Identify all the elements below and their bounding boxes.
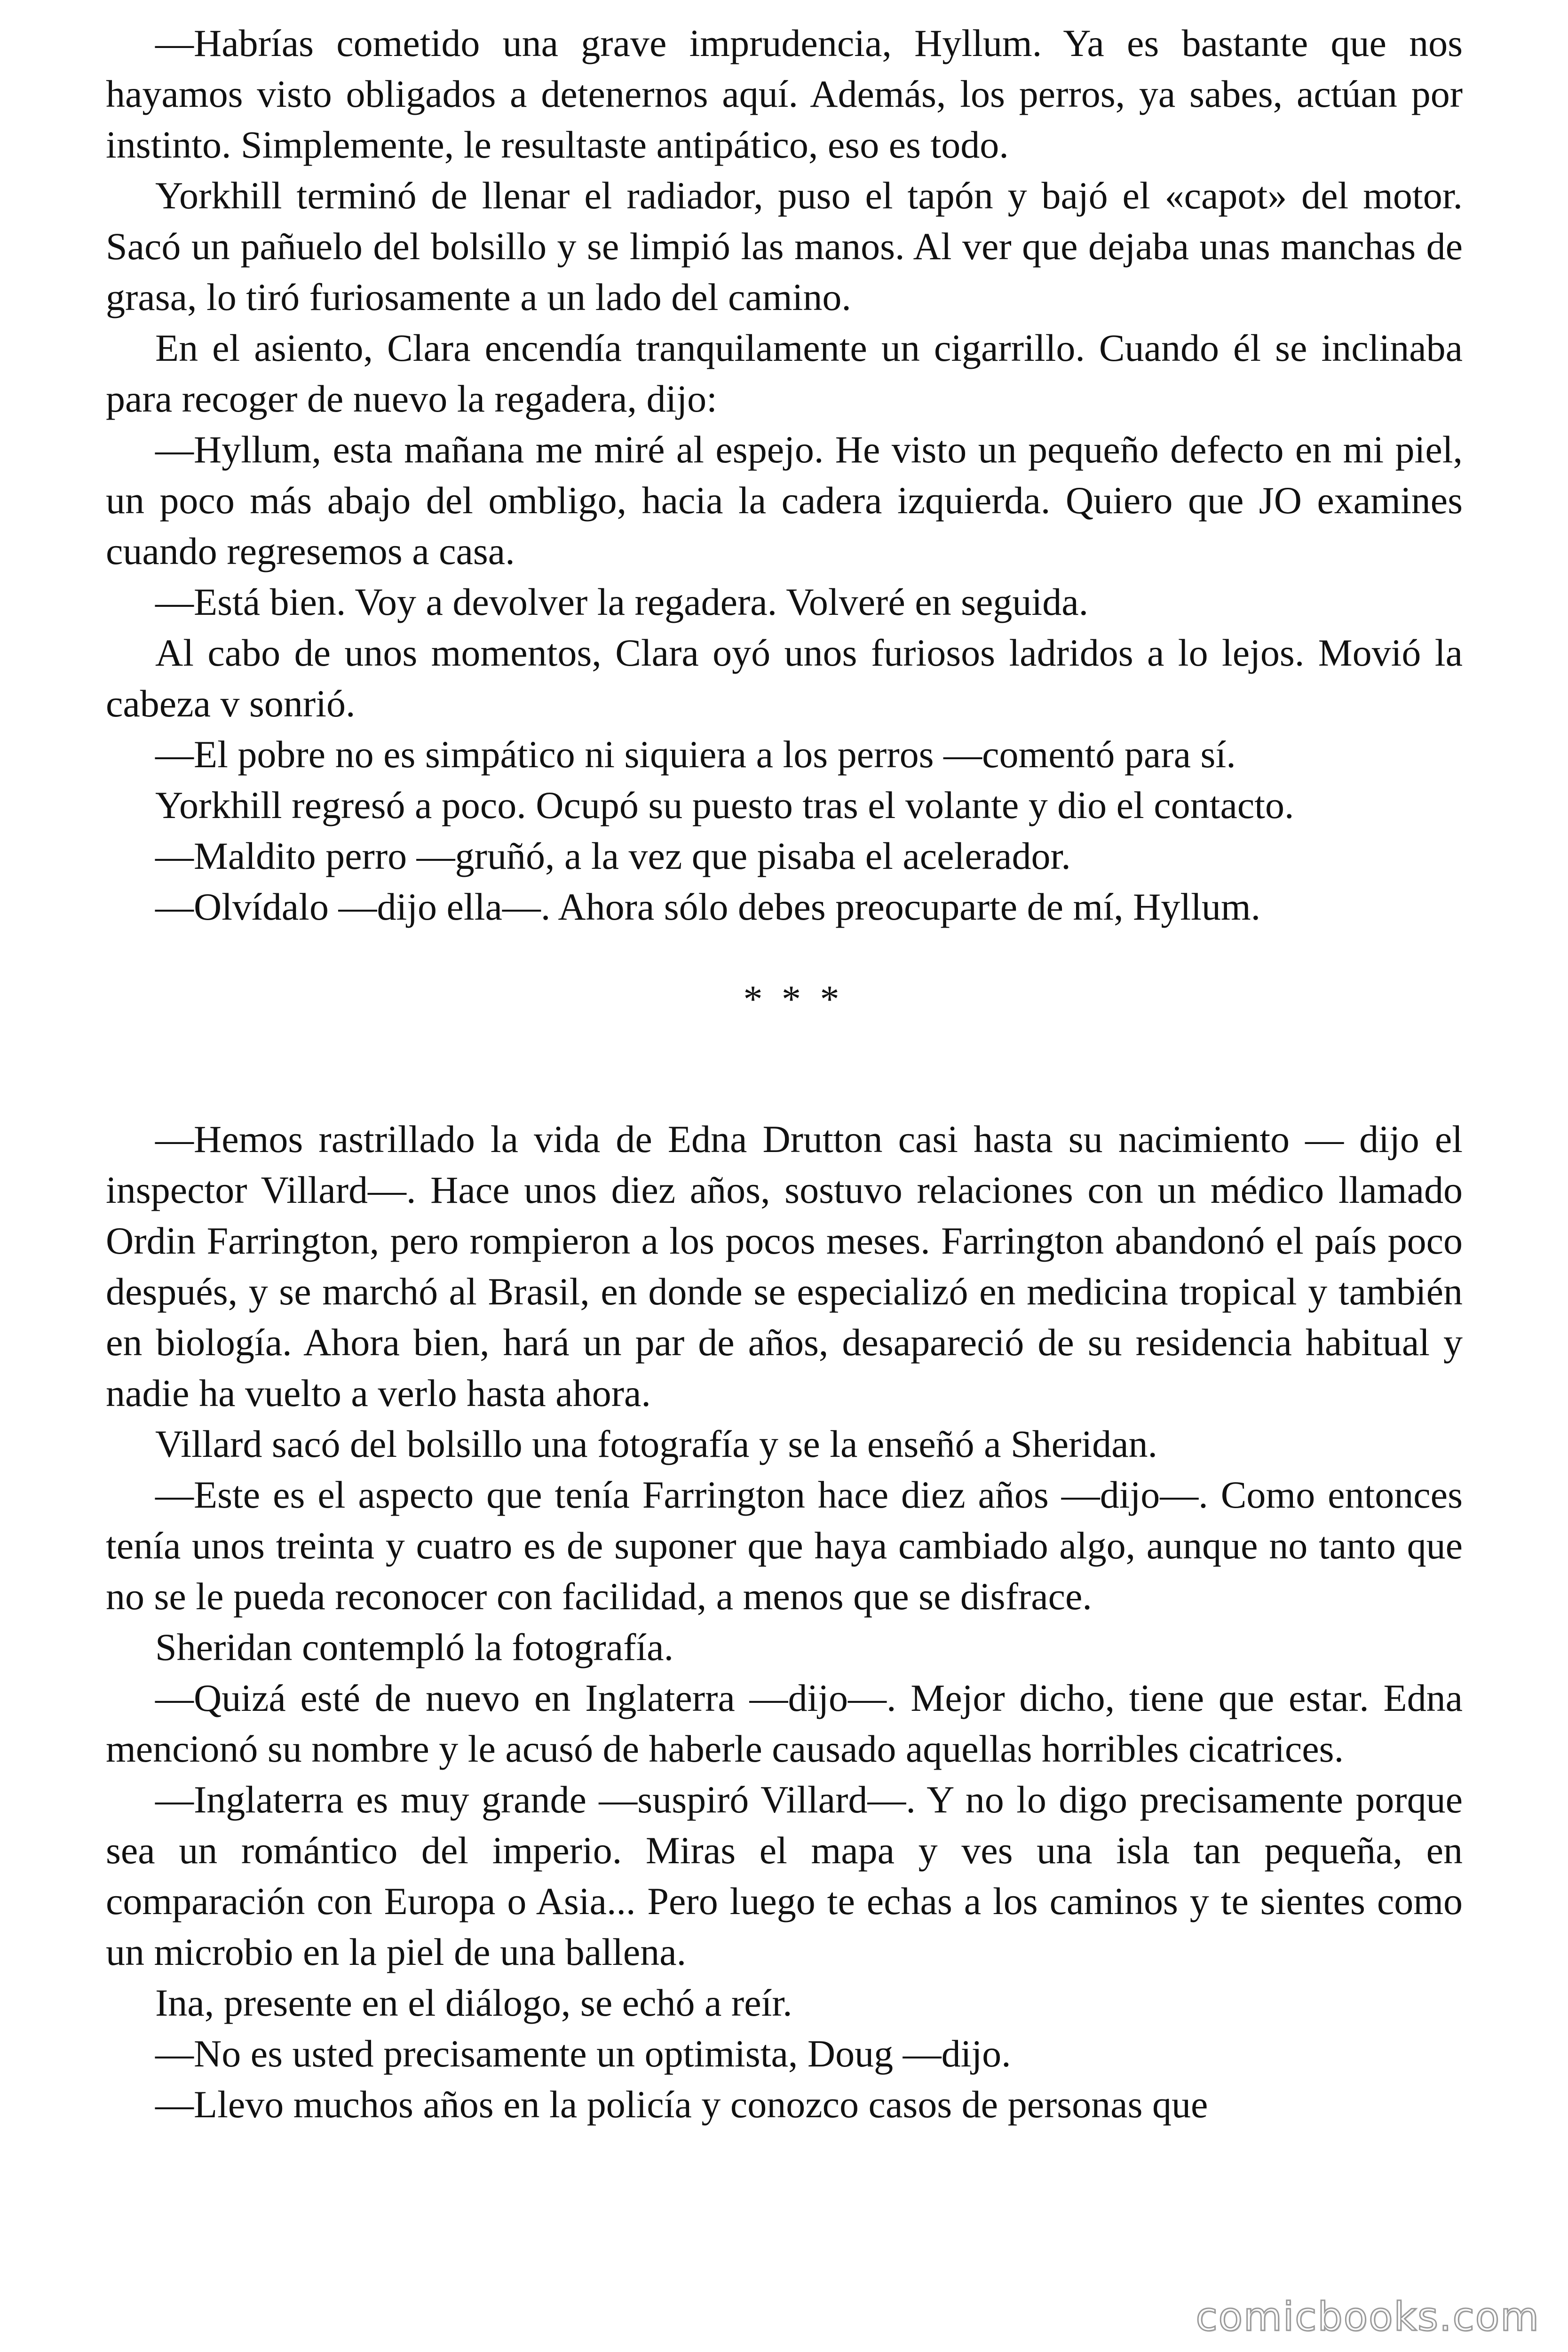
paragraph: —Quizá esté de nuevo en Inglaterra —dijo—. Mejor dicho, tiene que estar. Edna mencionó su nombre y le acusó de haberle causado aquellas horribles cicatrices. — [106, 1677, 1463, 1770]
paragraph: —Inglaterra es muy grande —suspiró Villard—. Y no lo digo precisamente porque sea un romántico del imperio. Miras el mapa y ves una isla tan pequeña, en comparación con Europa o Asia... Pero luego te echas a los caminos y te sientes como un microbio en la piel de una ballena. — [106, 1778, 1463, 1973]
section-separator: * * * — [743, 977, 844, 1020]
paragraph: Ina, presente en el diálogo, se echó a reír. — [155, 1981, 792, 2024]
paragraph: —No es usted precisamente un optimista, Doug —dijo. — [155, 2032, 1011, 2075]
paragraph: Al cabo de unos momentos, Clara oyó unos furiosos ladridos a lo lejos. Movió la cabeza v sonrió. — [106, 631, 1463, 725]
paragraph: —El pobre no es simpático ni siquiera a los perros —comentó para sí. — [155, 733, 1236, 776]
paragraph: —Hemos rastrillado la vida de Edna Drutton casi hasta su nacimiento — dijo el inspector Villard—. Hace unos diez años, sostuvo relaciones con un médico llamado Ordin Farrington, pero rompieron a los pocos meses. Farrington abandonó el país poco después, y se marchó al Brasil, en donde se especializó en medicina tropical y también en biología. Ahora bien, hará un par de años, desapareció de su residencia habitual y nadie ha vuelto a verlo hasta ahora. — [106, 1118, 1463, 1414]
section-one — [106, 18, 1463, 932]
paragraph: —Está bien. Voy a devolver la regadera. Volveré en seguida. — [155, 580, 1089, 623]
paragraph: —Habrías cometido una grave imprudencia, Hyllum. Ya es bastante que nos hayamos visto obligados a detenernos aquí. Además, los perros, ya sabes, actúan por instinto. Simplemente, le resultaste antipático, eso es todo. — [106, 22, 1463, 166]
paragraph: —Hyllum, esta mañana me miré al espejo. He visto un pequeño defecto en mi piel, un poco más abajo del ombligo, hacia la cadera izquierda. Quiero que JO examines cuando regresemos a casa. — [106, 428, 1463, 572]
paragraph: En el asiento, Clara encendía tranquilamente un cigarrillo. Cuando él se inclinaba para recoger de nuevo la regadera, dijo: — [106, 326, 1463, 420]
paragraph: —Olvídalo —dijo ella—. Ahora sólo debes preocuparte de mí, Hyllum. — [155, 885, 1261, 928]
section-two — [106, 1114, 1463, 2130]
book-page — [106, 18, 1463, 2130]
paragraph: Yorkhill terminó de llenar el radiador, puso el tapón y bajó el «capot» del motor. Sacó un pañuelo del bolsillo y se limpió las manos. Al ver que dejaba unas manchas de grasa, lo tiró furiosamente a un lado del camino. — [106, 174, 1463, 318]
paragraph: Sheridan contempló la fotografía. — [155, 1626, 674, 1669]
paragraph: —Maldito perro —gruñó, a la vez que pisaba el acelerador. — [155, 834, 1071, 877]
watermark: comicbooks.com — [1196, 2294, 1540, 2340]
paragraph: —Este es el aspecto que tenía Farrington hace diez años —dijo—. Como entonces tenía unos treinta y cuatro es de suponer que haya cambiado algo, aunque no tanto que no se le pueda reconocer con facilidad, a menos que se disfrace. — [106, 1473, 1463, 1618]
paragraph: Yorkhill regresó a poco. Ocupó su puesto tras el volante y dio el contacto. — [155, 784, 1294, 826]
paragraph: Villard sacó del bolsillo una fotografía y se la enseñó a Sheridan. — [155, 1422, 1157, 1465]
paragraph: —Llevo muchos años en la policía y conozco casos de personas que — [155, 2083, 1208, 2126]
